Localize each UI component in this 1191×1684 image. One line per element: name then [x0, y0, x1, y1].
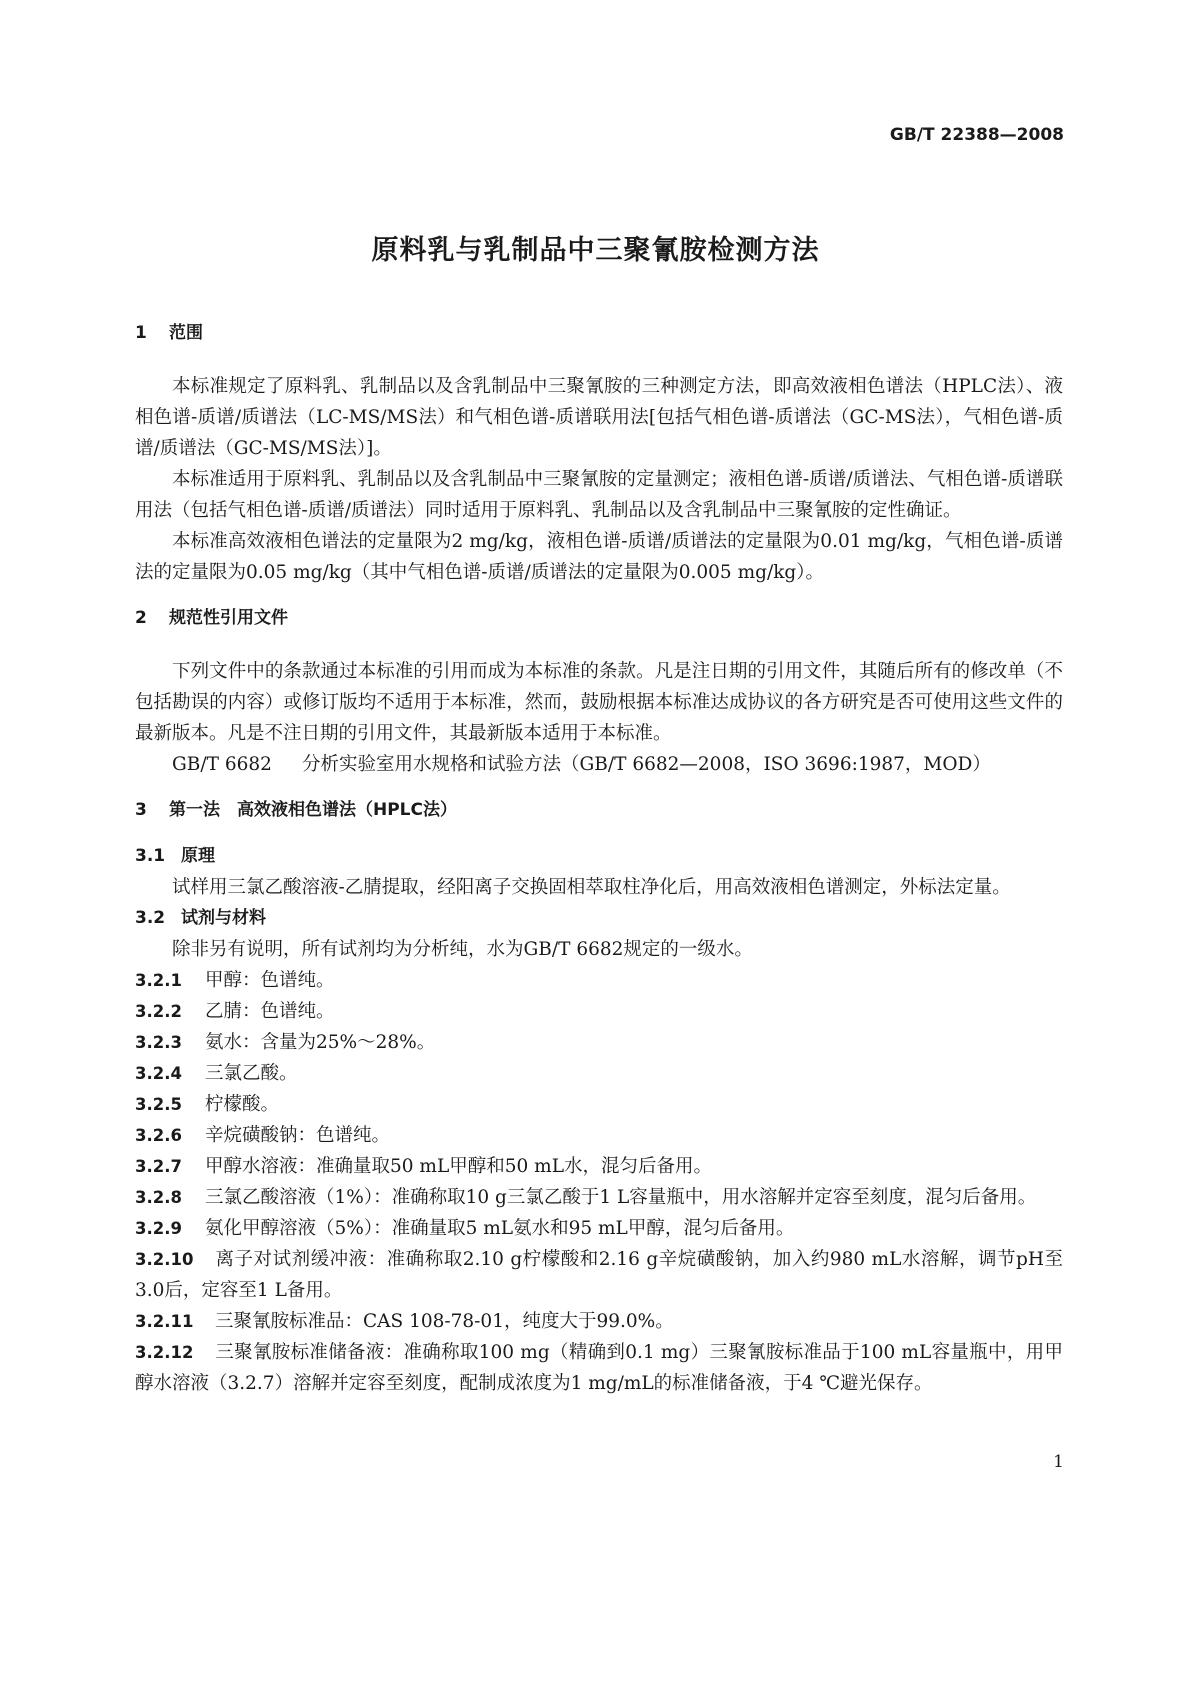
subsection-3-2-heading [135, 903, 1063, 934]
reference-text: 分析实验室用水规格和试验方法（GB/T 6682—2008，ISO 3696:1987，MOD） [302, 754, 991, 775]
reagent-item-text: 乙腈：色谱纯。 [205, 1001, 335, 1022]
reagent-item [135, 1244, 1063, 1306]
reagent-item-text: 三氯乙酸。 [205, 1063, 298, 1084]
reagent-item-number: 3.2.8 [135, 1188, 182, 1207]
section-title: 范围 [169, 323, 203, 343]
reagent-item-number: 3.2.10 [135, 1250, 194, 1269]
subsection-number: 3.1 [135, 846, 166, 866]
page-number: 1 [1053, 1452, 1064, 1472]
principle-paragraph: 试样用三氯乙酸溶液-乙腈提取，经阳离子交换固相萃取柱净化后，用高效液相色谱测定，外标法定量。 [172, 877, 1011, 898]
reagent-item-number: 3.2.1 [135, 971, 182, 990]
reagent-item-text: 三氯乙酸溶液（1%）：准确称取10 g三氯乙酸于1 L容量瓶中，用水溶解并定容至刻度，混匀后备用。 [205, 1187, 1037, 1208]
section-3-heading [135, 795, 1063, 826]
reagent-item [135, 1089, 1063, 1120]
subsection-number: 3.2 [135, 908, 166, 928]
document-body [135, 318, 1063, 1399]
reference-entry [135, 749, 1063, 780]
scope-paragraph: 本标准适用于原料乳、乳制品以及含乳制品中三聚氰胺的定量测定；液相色谱-质谱/质谱法、气相色谱-质谱联用法（包括气相色谱-质谱/质谱法）同时适用于原料乳、乳制品以及含乳制品中三聚氰胺的定性确证。 [135, 469, 1063, 521]
references-paragraph: 下列文件中的条款通过本标准的引用而成为本标准的条款。凡是注日期的引用文件，其随后所有的修改单（不包括勘误的内容）或修订版均不适用于本标准，然而，鼓励根据本标准达成协议的各方研究是否可使用这些文件的最新版本。凡是不注日期的引用文件，其最新版本适用于本标准。 [135, 661, 1063, 744]
reagent-item-number: 3.2.12 [135, 1343, 194, 1362]
reagent-item-text: 氨化甲醇溶液（5%）：准确量取5 mL氨水和95 mL甲醇，混匀后备用。 [205, 1218, 795, 1239]
section-title: 第一法 高效液相色谱法（HPLC法） [169, 800, 457, 820]
reagent-item [135, 1213, 1063, 1244]
section-number: 2 [135, 608, 147, 628]
reagent-item-number: 3.2.5 [135, 1095, 182, 1114]
reagent-item-number: 3.2.3 [135, 1033, 182, 1052]
reagent-item [135, 996, 1063, 1027]
reagent-item [135, 1027, 1063, 1058]
section-number: 3 [135, 800, 147, 820]
section-number: 1 [135, 323, 147, 343]
reagent-item-text: 甲醇：色谱纯。 [205, 970, 335, 991]
reference-code: GB/T 6682 [172, 754, 272, 775]
reagent-item [135, 1058, 1063, 1089]
reagent-item [135, 1182, 1063, 1213]
scope-paragraph: 本标准高效液相色谱法的定量限为2 mg/kg，液相色谱-质谱/质谱法的定量限为0.01 mg/kg，气相色谱-质谱法的定量限为0.05 mg/kg（其中气相色谱-质谱/质谱法的定量限为0.005 mg/kg）。 [135, 531, 1063, 583]
reagent-item-text: 三聚氰胺标准品：CAS 108-78-01，纯度大于99.0%。 [215, 1311, 674, 1332]
section-title: 规范性引用文件 [169, 608, 288, 628]
reagent-item [135, 1120, 1063, 1151]
subsection-title: 试剂与材料 [181, 908, 266, 928]
section-2-heading [135, 603, 1063, 634]
subsection-title: 原理 [181, 846, 215, 866]
reagent-item [135, 1306, 1063, 1337]
standard-code: GB/T 22388—2008 [889, 125, 1064, 145]
subsection-3-1-heading [135, 841, 1063, 872]
reagent-item-text: 甲醇水溶液：准确量取50 mL甲醇和50 mL水，混匀后备用。 [205, 1156, 712, 1177]
reagent-item-text: 三聚氰胺标准储备液：准确称取100 mg（精确到0.1 mg）三聚氰胺标准品于100 mL容量瓶中，用甲醇水溶液（3.2.7）溶解并定容至刻度，配制成浓度为1 mg/mL的标准储备液，于4 ℃避光保存。 [135, 1342, 1063, 1394]
reagent-item [135, 1151, 1063, 1182]
reagents-intro: 除非另有说明，所有试剂均为分析纯，水为GB/T 6682规定的一级水。 [172, 939, 753, 960]
reagent-item-number: 3.2.2 [135, 1002, 182, 1021]
reagent-item-text: 氨水：含量为25%～28%。 [205, 1032, 436, 1053]
section-1-heading [135, 318, 1063, 349]
reagent-item-number: 3.2.6 [135, 1126, 182, 1145]
reagent-item-number: 3.2.4 [135, 1064, 182, 1083]
reagent-item [135, 965, 1063, 996]
reagent-item-number: 3.2.9 [135, 1219, 182, 1238]
reagent-list [135, 965, 1063, 1399]
reagent-item-number: 3.2.7 [135, 1157, 182, 1176]
reagent-item [135, 1337, 1063, 1399]
reagent-item-number: 3.2.11 [135, 1312, 194, 1331]
document-title: 原料乳与乳制品中三聚氰胺检测方法 [371, 235, 820, 266]
reagent-item-text: 辛烷磺酸钠：色谱纯。 [205, 1125, 391, 1146]
reagent-item-text: 离子对试剂缓冲液：准确称取2.10 g柠檬酸和2.16 g辛烷磺酸钠，加入约980 mL水溶解，调节pH至3.0后，定容至1 L备用。 [135, 1249, 1063, 1301]
reagent-item-text: 柠檬酸。 [205, 1094, 280, 1115]
scope-paragraph: 本标准规定了原料乳、乳制品以及含乳制品中三聚氰胺的三种测定方法，即高效液相色谱法（HPLC法）、液相色谱-质谱/质谱法（LC-MS/MS法）和气相色谱-质谱联用法[包括气相色谱-质谱法（GC-MS法），气相色谱-质谱/质谱法（GC-MS/MS法）]。 [135, 376, 1063, 459]
